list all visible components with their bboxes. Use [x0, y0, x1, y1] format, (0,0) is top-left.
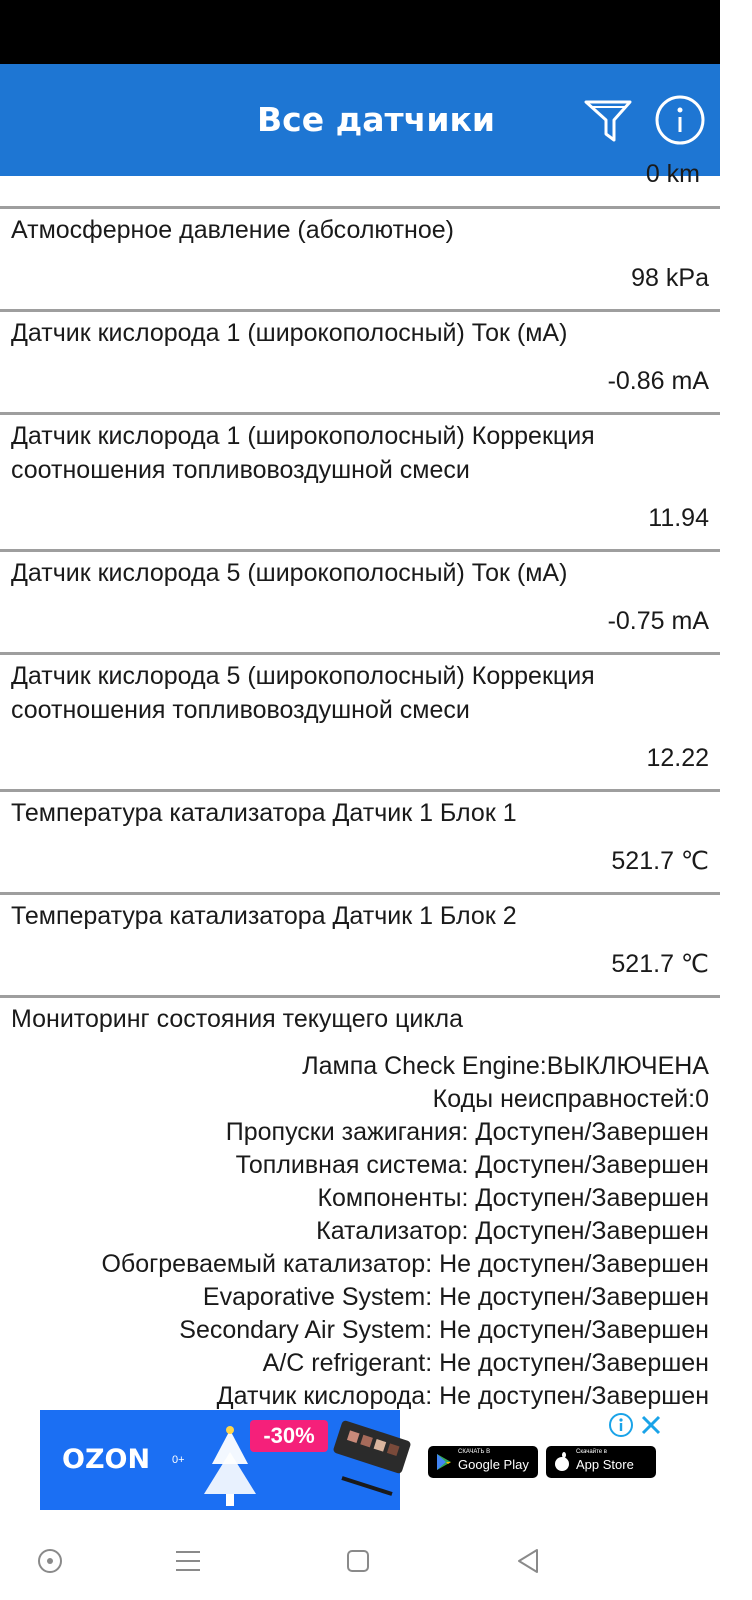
sensor-value: 11.94 — [648, 504, 709, 532]
sensor-name: Датчик кислорода 1 (широкополосный) Коррекция соотношения топливовоздушной смеси — [11, 422, 595, 484]
google-play-label: Google Play — [458, 1457, 529, 1472]
sensor-row[interactable] — [0, 309, 720, 398]
filter-button[interactable] — [582, 92, 638, 148]
info-circle-icon — [652, 92, 708, 148]
makeup-palette-icon — [332, 1426, 412, 1498]
sensor-row[interactable] — [0, 789, 720, 878]
monitor-status-line: Датчик кислорода: Не доступен/Завершен — [216, 1382, 709, 1410]
monitor-status-line: Пропуски зажигания: Доступен/Завершен — [225, 1118, 709, 1146]
apple-icon — [552, 1452, 572, 1472]
monitor-status-line: Evaporative System: Не доступен/Завершен — [202, 1283, 709, 1311]
monitor-status-line: Топливная система: Доступен/Завершен — [235, 1151, 709, 1179]
monitor-row[interactable] — [0, 995, 720, 1413]
monitor-status-line: Лампа Check Engine:ВЫКЛЮЧЕНА — [302, 1052, 709, 1080]
sensor-name: Температура катализатора Датчик 1 Блок 2 — [11, 902, 517, 930]
nav-back-button[interactable] — [513, 1546, 543, 1576]
filter-funnel-icon — [582, 92, 638, 148]
google-play-badge[interactable] — [428, 1446, 538, 1478]
assistant-dot-icon — [35, 1546, 65, 1576]
sensor-value: -0.75 mA — [607, 607, 709, 635]
nav-menu-button[interactable] — [173, 1546, 203, 1576]
discount-badge: -30% — [250, 1420, 328, 1452]
ozon-logo: OZON — [62, 1444, 151, 1475]
sensor-value: -0.86 mA — [607, 367, 709, 395]
sensor-name: Температура катализатора Датчик 1 Блок 1 — [11, 799, 517, 827]
google-play-icon — [434, 1452, 454, 1472]
sensor-value: 521.7 ℃ — [611, 847, 709, 875]
sensor-value: 98 kPa — [631, 264, 709, 292]
sensor-value: 521.7 ℃ — [611, 950, 709, 978]
menu-lines-icon — [173, 1546, 203, 1576]
monitor-status-line: Катализатор: Доступен/Завершен — [316, 1217, 709, 1245]
app-store-small-text: Скачайте в — [576, 1449, 607, 1455]
ad-creative[interactable] — [40, 1410, 400, 1510]
monitor-status-line: Secondary Air System: Не доступен/Завершен — [179, 1316, 709, 1344]
sensor-name: Датчик кислорода 5 (широкополосный) Коррекция соотношения топливовоздушной смеси — [11, 662, 595, 724]
sensor-value: 0 km — [645, 160, 700, 188]
sensor-name: Датчик кислорода 5 (широкополосный) Ток (мА) — [11, 559, 568, 587]
nav-assistant-button[interactable] — [35, 1546, 65, 1576]
system-nav-bar — [0, 1510, 720, 1600]
sensor-scroll-area[interactable] — [0, 160, 720, 1410]
sensor-value: 12.22 — [646, 744, 709, 772]
sensor-row[interactable] — [0, 892, 720, 981]
ad-banner[interactable] — [40, 1410, 677, 1510]
back-triangle-icon — [513, 1546, 543, 1576]
nav-home-button[interactable] — [343, 1546, 373, 1576]
sensor-name: Атмосферное давление (абсолютное) — [11, 216, 454, 244]
monitor-status-list — [0, 1050, 720, 1413]
app-store-label: App Store — [576, 1457, 634, 1472]
status-bar — [0, 0, 720, 64]
monitor-status-line: Обогреваемый катализатор: Не доступен/Завершен — [101, 1250, 709, 1278]
google-play-small-text: СКАЧАТЬ В — [458, 1449, 491, 1455]
clipped-sensor-value — [0, 160, 720, 206]
monitor-status-line: Компоненты: Доступен/Завершен — [317, 1184, 709, 1212]
info-button[interactable] — [652, 92, 708, 148]
ad-info-icon[interactable] — [608, 1412, 634, 1438]
sensor-name: Датчик кислорода 1 (широкополосный) Ток (мА) — [11, 319, 568, 347]
sensor-list — [0, 160, 720, 1413]
app-bar — [0, 64, 720, 176]
page-title: Все датчики — [257, 100, 495, 139]
sensor-row[interactable] — [0, 206, 720, 295]
age-rating: 0+ — [172, 1454, 185, 1466]
sensor-row[interactable] — [0, 412, 720, 535]
sensor-row[interactable] — [0, 652, 720, 775]
app-store-badge[interactable] — [546, 1446, 656, 1478]
home-square-icon — [343, 1546, 373, 1576]
ad-close-icon[interactable] — [638, 1412, 664, 1438]
monitor-status-line: A/C refrigerant: Не доступен/Завершен — [262, 1349, 709, 1377]
monitor-status-line: Коды неисправностей:0 — [432, 1085, 709, 1113]
sensor-row[interactable] — [0, 549, 720, 638]
monitor-title: Мониторинг состояния текущего цикла — [11, 1005, 464, 1033]
